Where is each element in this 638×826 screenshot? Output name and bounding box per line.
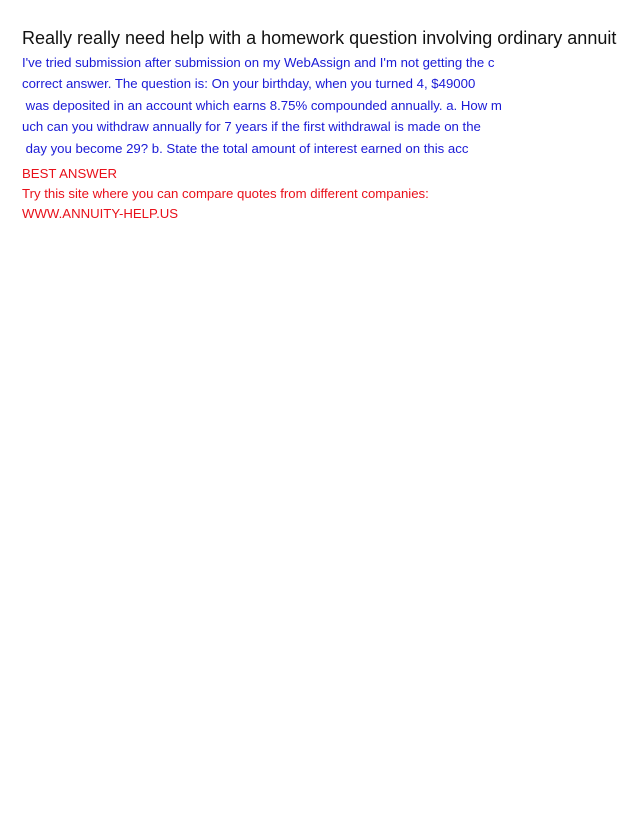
- answer-link: WWW.ANNUITY-HELP.US: [22, 206, 179, 221]
- question-line: was deposited in an account which earns 8.75% compounded annually. a. How m: [22, 97, 502, 113]
- best-answer-section: [22, 164, 622, 224]
- question-title: Really really need help with a homework question involving ordinary annuit: [22, 28, 617, 48]
- question-line: uch can you withdraw annually for 7 years if the first withdrawal is made on the: [22, 119, 481, 135]
- question-line: day you become 29? b. State the total amount of interest earned on this acc: [22, 140, 469, 156]
- question-body: [22, 52, 622, 159]
- best-answer-label: BEST ANSWER: [22, 166, 118, 181]
- answer-line: Try this site where you can compare quotes from different companies:: [22, 186, 429, 201]
- question-line: correct answer. The question is: On your birthday, when you turned 4, $49000: [22, 76, 476, 92]
- question-line: I've tried submission after submission on my WebAssign and I'm not getting the c: [22, 55, 495, 70]
